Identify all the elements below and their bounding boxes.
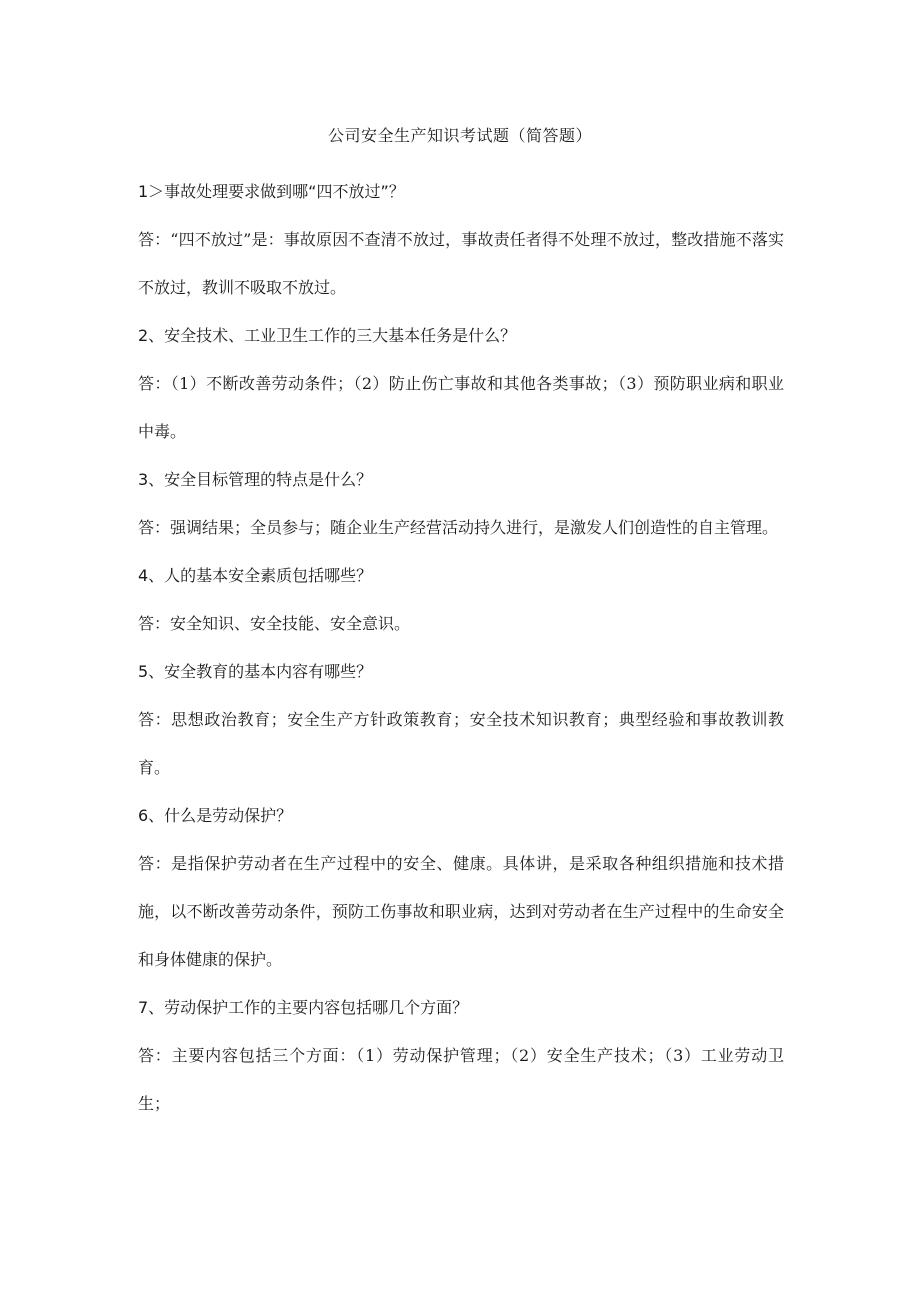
answer-3: 答：强调结果；全员参与；随企业生产经营活动持久进行，是激发人们创造性的自主管理。 — [138, 518, 779, 537]
question-7: 7、劳动保护工作的主要内容包括哪几个方面？ — [138, 998, 469, 1017]
question-3: 3、安全目标管理的特点是什么？ — [138, 470, 373, 489]
answer-4: 答：安全知识、安全技能、安全意识。 — [138, 614, 411, 633]
qa-list — [138, 168, 784, 1128]
document-title: 公司安全生产知识考试题（简答题） — [327, 126, 592, 145]
question-1: 1＞事故处理要求做到哪“四不放过”？ — [138, 182, 405, 201]
answer-6: 答：是指保护劳动者在生产过程中的安全、健康。具体讲，是采取各种组织措施和技术措施，以不断改善劳动条件，预防工伤事故和职业病，达到对劳动者在生产过程中的生命安全和身体健康的保护。 — [138, 854, 784, 969]
answer-7: 答：主要内容包括三个方面：（1）劳动保护管理；（2）安全生产技术；（3）工业劳动卫生； — [138, 1046, 784, 1113]
question-4: 4、人的基本安全素质包括哪些？ — [138, 566, 373, 585]
question-6: 6、什么是劳动保护？ — [138, 806, 293, 825]
question-2: 2、安全技术、工业卫生工作的三大基本任务是什么？ — [138, 326, 517, 345]
answer-2: 答：（1）不断改善劳动条件；（2）防止伤亡事故和其他各类事故；（3）预防职业病和职业中毒。 — [138, 374, 784, 441]
answer-1: 答：“四不放过”是：事故原因不查清不放过，事故责任者得不处理不放过，整改措施不落实不放过，教训不吸取不放过。 — [138, 230, 784, 297]
question-5: 5、安全教育的基本内容有哪些？ — [138, 662, 373, 681]
answer-5: 答：思想政治教育；安全生产方针政策教育；安全技术知识教育；典型经验和事故教训教育。 — [138, 710, 784, 777]
